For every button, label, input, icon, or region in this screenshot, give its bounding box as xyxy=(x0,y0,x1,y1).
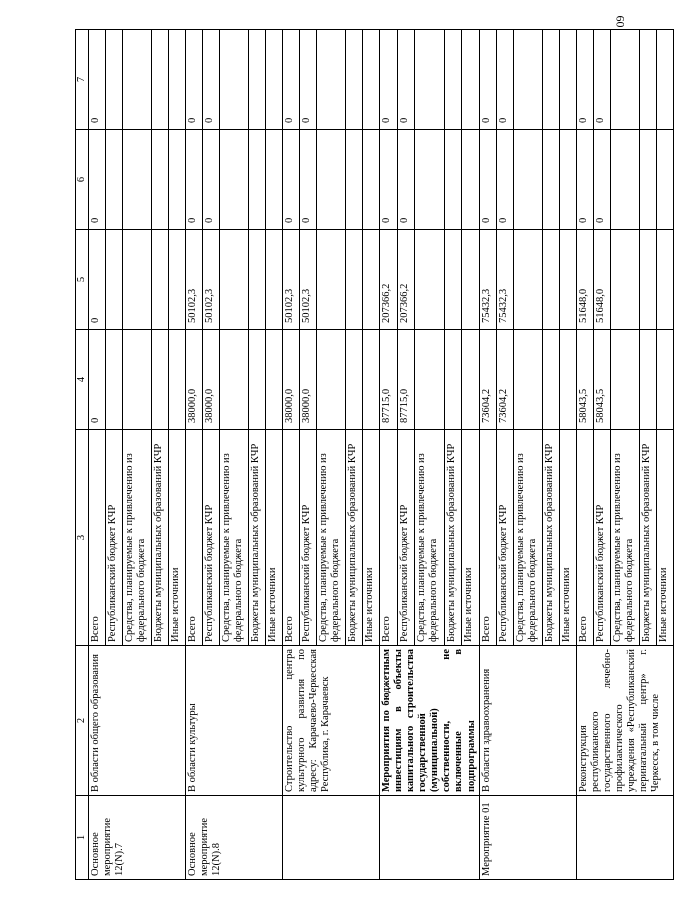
event-code-cell: Основное мероприятие 12(N).8 xyxy=(186,796,283,880)
amount-cell xyxy=(249,230,266,330)
event-name-cell: В области культуры xyxy=(186,646,283,796)
amount-cell: 0 xyxy=(203,30,220,130)
amount-cell xyxy=(559,230,576,330)
event-code-cell xyxy=(380,796,480,880)
amount-cell: 0 xyxy=(380,130,397,230)
amount-cell: 73604,2 xyxy=(479,330,496,430)
amount-cell xyxy=(220,330,249,430)
amount-cell xyxy=(123,230,152,330)
amount-cell: 0 xyxy=(479,130,496,230)
funding-source-cell: Бюджеты муниципальных образований КЧР xyxy=(639,430,656,646)
amount-cell: 0 xyxy=(380,30,397,130)
amount-cell xyxy=(346,30,363,130)
amount-cell xyxy=(220,230,249,330)
amount-cell: 75432,3 xyxy=(479,230,496,330)
amount-cell xyxy=(169,230,186,330)
amount-cell xyxy=(123,30,152,130)
amount-cell xyxy=(106,30,123,130)
amount-cell: 58043,5 xyxy=(576,330,593,430)
amount-cell xyxy=(169,330,186,430)
header-cell: 7 xyxy=(76,30,89,130)
amount-cell xyxy=(414,230,444,330)
amount-cell xyxy=(266,30,283,130)
event-name-cell: Мероприятия по бюджетным инвестициям в объекты капитального строительства государственной (муниципальной) собственности, не включенные в подпрограммы xyxy=(380,646,480,796)
amount-cell: 0 xyxy=(89,330,106,430)
funding-source-cell: Бюджеты муниципальных образований КЧР xyxy=(152,430,169,646)
amount-cell: 50102,3 xyxy=(186,230,203,330)
amount-cell: 50102,3 xyxy=(203,230,220,330)
header-cell: 3 xyxy=(76,430,89,646)
amount-cell: 0 xyxy=(593,130,610,230)
amount-cell xyxy=(363,230,380,330)
header-cell: 4 xyxy=(76,330,89,430)
amount-cell xyxy=(414,330,444,430)
funding-source-cell: Средства, планируемые к привлечению из федерального бюджета xyxy=(513,430,542,646)
amount-cell xyxy=(656,330,673,430)
funding-source-cell: Республиканский бюджет КЧР xyxy=(397,430,414,646)
amount-cell xyxy=(462,330,479,430)
amount-cell: 87715,0 xyxy=(380,330,397,430)
funding-source-cell: Средства, планируемые к привлечению из федерального бюджета xyxy=(610,430,639,646)
table-row xyxy=(576,30,593,880)
amount-cell: 0 xyxy=(89,230,106,330)
funding-source-cell: Бюджеты муниципальных образований КЧР xyxy=(542,430,559,646)
amount-cell xyxy=(317,330,346,430)
amount-cell: 0 xyxy=(496,130,513,230)
amount-cell xyxy=(559,30,576,130)
amount-cell xyxy=(266,130,283,230)
funding-source-cell: Всего xyxy=(380,430,397,646)
funding-source-cell: Иные источники xyxy=(559,430,576,646)
amount-cell xyxy=(152,330,169,430)
amount-cell xyxy=(444,230,461,330)
amount-cell xyxy=(363,330,380,430)
amount-cell: 38000,0 xyxy=(203,330,220,430)
table-body xyxy=(76,30,674,880)
amount-cell xyxy=(220,30,249,130)
amount-cell xyxy=(414,30,444,130)
funding-source-cell: Всего xyxy=(479,430,496,646)
amount-cell: 58043,5 xyxy=(593,330,610,430)
amount-cell: 51648,0 xyxy=(576,230,593,330)
funding-source-cell: Республиканский бюджет КЧР xyxy=(300,430,317,646)
amount-cell xyxy=(266,330,283,430)
amount-cell xyxy=(559,330,576,430)
amount-cell: 0 xyxy=(576,130,593,230)
amount-cell: 0 xyxy=(479,30,496,130)
amount-cell xyxy=(462,30,479,130)
amount-cell xyxy=(152,30,169,130)
amount-cell: 38000,0 xyxy=(186,330,203,430)
header-cell: 5 xyxy=(76,230,89,330)
header-cell: 1 xyxy=(76,796,89,880)
funding-source-cell: Бюджеты муниципальных образований КЧР xyxy=(249,430,266,646)
table-row xyxy=(89,30,106,880)
event-code-cell xyxy=(283,796,380,880)
amount-cell xyxy=(106,230,123,330)
amount-cell: 0 xyxy=(89,130,106,230)
amount-cell xyxy=(444,130,461,230)
amount-cell: 0 xyxy=(496,30,513,130)
amount-cell: 0 xyxy=(203,130,220,230)
funding-source-cell: Средства, планируемые к привлечению из федерального бюджета xyxy=(414,430,444,646)
funding-source-cell: Республиканский бюджет КЧР xyxy=(496,430,513,646)
amount-cell: 50102,3 xyxy=(283,230,300,330)
amount-cell xyxy=(249,130,266,230)
amount-cell xyxy=(346,230,363,330)
amount-cell xyxy=(249,330,266,430)
amount-cell: 75432,3 xyxy=(496,230,513,330)
amount-cell xyxy=(610,330,639,430)
amount-cell xyxy=(317,130,346,230)
table-row xyxy=(479,30,496,880)
amount-cell: 50102,3 xyxy=(300,230,317,330)
amount-cell xyxy=(542,230,559,330)
amount-cell xyxy=(123,130,152,230)
amount-cell xyxy=(346,130,363,230)
budget-table xyxy=(75,29,674,880)
amount-cell xyxy=(444,30,461,130)
amount-cell xyxy=(220,130,249,230)
amount-cell xyxy=(363,130,380,230)
funding-source-cell: Иные источники xyxy=(363,430,380,646)
funding-source-cell: Бюджеты муниципальных образований КЧР xyxy=(444,430,461,646)
amount-cell: 207366,2 xyxy=(397,230,414,330)
amount-cell xyxy=(639,30,656,130)
amount-cell: 38000,0 xyxy=(283,330,300,430)
amount-cell xyxy=(513,330,542,430)
funding-source-cell: Средства, планируемые к привлечению из федерального бюджета xyxy=(123,430,152,646)
amount-cell: 0 xyxy=(300,130,317,230)
funding-source-cell: Республиканский бюджет КЧР xyxy=(593,430,610,646)
event-code-cell xyxy=(576,796,673,880)
amount-cell xyxy=(610,230,639,330)
amount-cell xyxy=(639,230,656,330)
amount-cell xyxy=(610,30,639,130)
amount-cell xyxy=(610,130,639,230)
funding-source-cell: Республиканский бюджет КЧР xyxy=(106,430,123,646)
amount-cell: 0 xyxy=(397,130,414,230)
funding-source-cell: Иные источники xyxy=(462,430,479,646)
amount-cell xyxy=(656,30,673,130)
amount-cell xyxy=(249,30,266,130)
funding-source-cell: Средства, планируемые к привлечению из федерального бюджета xyxy=(317,430,346,646)
amount-cell xyxy=(542,130,559,230)
rotated-table-frame xyxy=(75,30,669,880)
amount-cell xyxy=(542,30,559,130)
funding-source-cell: Всего xyxy=(89,430,106,646)
amount-cell: 0 xyxy=(186,130,203,230)
amount-cell: 0 xyxy=(593,30,610,130)
amount-cell: 87715,0 xyxy=(397,330,414,430)
funding-source-cell: Средства, планируемые к привлечению из федерального бюджета xyxy=(220,430,249,646)
amount-cell xyxy=(639,130,656,230)
table-row xyxy=(380,30,397,880)
amount-cell xyxy=(152,130,169,230)
header-row xyxy=(76,30,89,880)
amount-cell xyxy=(656,130,673,230)
funding-source-cell: Бюджеты муниципальных образований КЧР xyxy=(346,430,363,646)
funding-source-cell: Всего xyxy=(576,430,593,646)
amount-cell: 0 xyxy=(283,130,300,230)
amount-cell: 0 xyxy=(397,30,414,130)
header-cell: 2 xyxy=(76,646,89,796)
event-name-cell: Реконструкция республиканского государственного лечебно-профилактического учреждения «Республиканский перинатальный центр» г. Черкесск, в том числе xyxy=(576,646,673,796)
amount-cell xyxy=(462,130,479,230)
event-name-cell: В области общего образования xyxy=(89,646,186,796)
funding-source-cell: Иные источники xyxy=(169,430,186,646)
amount-cell xyxy=(169,30,186,130)
amount-cell xyxy=(317,230,346,330)
amount-cell xyxy=(513,30,542,130)
amount-cell xyxy=(169,130,186,230)
amount-cell xyxy=(363,30,380,130)
amount-cell: 51648,0 xyxy=(593,230,610,330)
amount-cell xyxy=(106,330,123,430)
amount-cell: 0 xyxy=(576,30,593,130)
amount-cell: 0 xyxy=(89,30,106,130)
amount-cell: 0 xyxy=(283,30,300,130)
amount-cell xyxy=(414,130,444,230)
event-code-cell: Основное мероприятие 12(N).7 xyxy=(89,796,186,880)
event-code-cell: Мероприятие 01 xyxy=(479,796,576,880)
funding-source-cell: Всего xyxy=(186,430,203,646)
event-name-cell: Строительство центра культурного развития по адресу: Карачаево-Черкесская Республика, г. Карачаевск xyxy=(283,646,380,796)
amount-cell xyxy=(317,30,346,130)
amount-cell xyxy=(513,230,542,330)
amount-cell xyxy=(152,230,169,330)
amount-cell xyxy=(559,130,576,230)
table-row xyxy=(186,30,203,880)
header-cell: 6 xyxy=(76,130,89,230)
amount-cell xyxy=(462,230,479,330)
funding-source-cell: Иные источники xyxy=(266,430,283,646)
funding-source-cell: Всего xyxy=(283,430,300,646)
page-number: 60 xyxy=(613,15,628,28)
amount-cell xyxy=(639,330,656,430)
event-name-cell: В области здравоохранения xyxy=(479,646,576,796)
amount-cell xyxy=(513,130,542,230)
amount-cell xyxy=(444,330,461,430)
amount-cell xyxy=(346,330,363,430)
amount-cell: 73604,2 xyxy=(496,330,513,430)
amount-cell: 0 xyxy=(300,30,317,130)
amount-cell: 38000,0 xyxy=(300,330,317,430)
table-row xyxy=(283,30,300,880)
amount-cell xyxy=(266,230,283,330)
amount-cell: 207366,2 xyxy=(380,230,397,330)
amount-cell: 0 xyxy=(186,30,203,130)
amount-cell xyxy=(106,130,123,230)
amount-cell xyxy=(123,330,152,430)
amount-cell xyxy=(542,330,559,430)
funding-source-cell: Республиканский бюджет КЧР xyxy=(203,430,220,646)
amount-cell xyxy=(656,230,673,330)
funding-source-cell: Иные источники xyxy=(656,430,673,646)
